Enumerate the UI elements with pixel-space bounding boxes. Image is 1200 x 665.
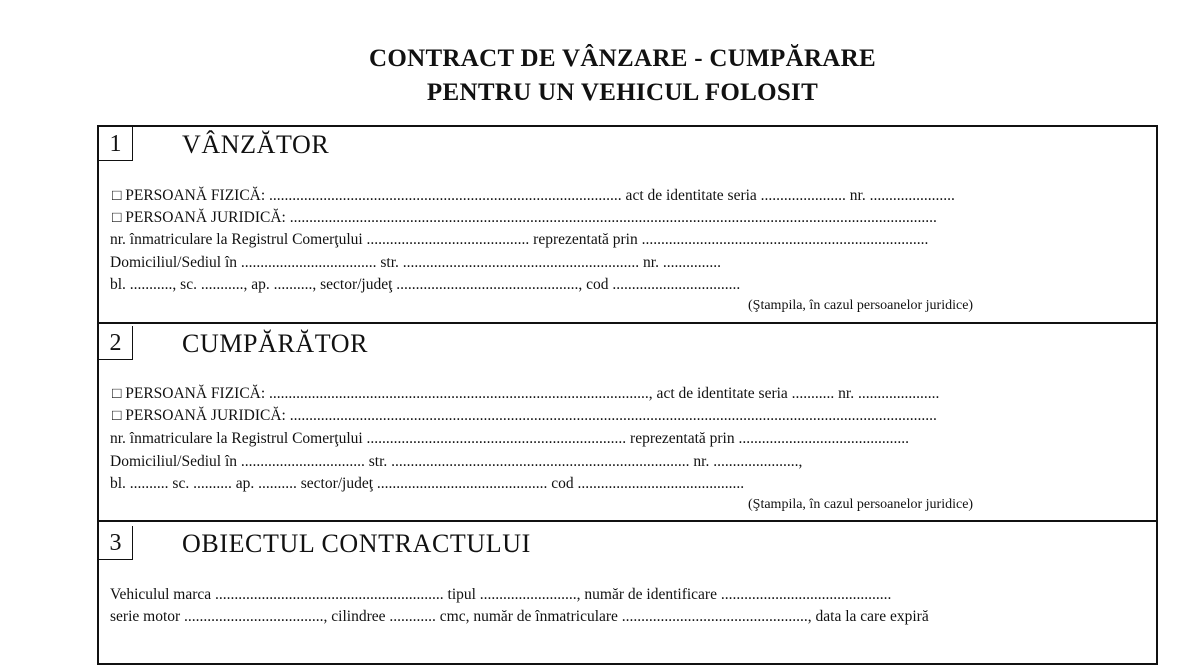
stamp-note: (Ştampila, în cazul persoanelor juridice) bbox=[748, 497, 974, 512]
buyer-company-line[interactable]: □ PERSOANĂ JURIDICĂ: ....................................................................................................................................................................... bbox=[112, 407, 937, 424]
seller-company-line[interactable]: □ PERSOANĂ JURIDICĂ: ....................................................................................................................................................................... bbox=[112, 209, 937, 226]
seller-registry-line[interactable]: nr. înmatriculare la Registrul Comerţului .......................................... reprezentată prin .......................................................................... bbox=[110, 231, 929, 248]
vehicle-engine-line[interactable]: serie motor ...................................., cilindree ............ cmc, număr de înmatriculare ................................................, data la care expiră bbox=[110, 608, 929, 625]
buyer-address-line[interactable]: Domiciliul/Sediul în ................................ str. ............................................................................. nr. ......................, bbox=[110, 453, 803, 470]
section-number: 1 bbox=[99, 127, 133, 161]
buyer-address-details-line[interactable]: bl. .......... sc. .......... ap. .......... sector/judeţ ............................................ cod ........................................... bbox=[110, 475, 745, 492]
section-divider bbox=[97, 520, 1158, 522]
vehicle-brand-line[interactable]: Vehiculul marca ........................................................... tipul ........................., număr de identificare ............................................ bbox=[110, 586, 892, 603]
buyer-registry-line[interactable]: nr. înmatriculare la Registrul Comerţului ................................................................... reprezentată prin ............................................ bbox=[110, 430, 909, 447]
stamp-note: (Ştampila, în cazul persoanelor juridice) bbox=[748, 298, 974, 313]
section-title-vanzator: VÂNZĂTOR bbox=[182, 130, 330, 159]
buyer-individual-line[interactable]: □ PERSOANĂ FIZICĂ: .................................................................................................., act de identitate seria ........... nr. ..................... bbox=[112, 385, 940, 402]
document-title: CONTRACT DE VÂNZARE - CUMPĂRARE bbox=[368, 45, 876, 72]
section-number: 2 bbox=[99, 326, 133, 360]
section-title-obiectul-contractului: OBIECTUL CONTRACTULUI bbox=[182, 529, 531, 558]
document-subtitle: PENTRU UN VEHICUL FOLOSIT bbox=[426, 79, 819, 106]
seller-address-line[interactable]: Domiciliul/Sediul în ................................... str. ............................................................. nr. ............... bbox=[110, 254, 721, 271]
seller-address-details-line[interactable]: bl. ..........., sc. ..........., ap. .........., sector/judeţ ..............................................., cod ................................. bbox=[110, 276, 741, 293]
section-divider bbox=[97, 322, 1158, 324]
section-number: 3 bbox=[99, 526, 133, 560]
seller-individual-line[interactable]: □ PERSOANĂ FIZICĂ: ........................................................................................... act de identitate seria ...................... nr. ...................... bbox=[112, 187, 955, 204]
section-title-cumparator: CUMPĂRĂTOR bbox=[182, 329, 369, 358]
